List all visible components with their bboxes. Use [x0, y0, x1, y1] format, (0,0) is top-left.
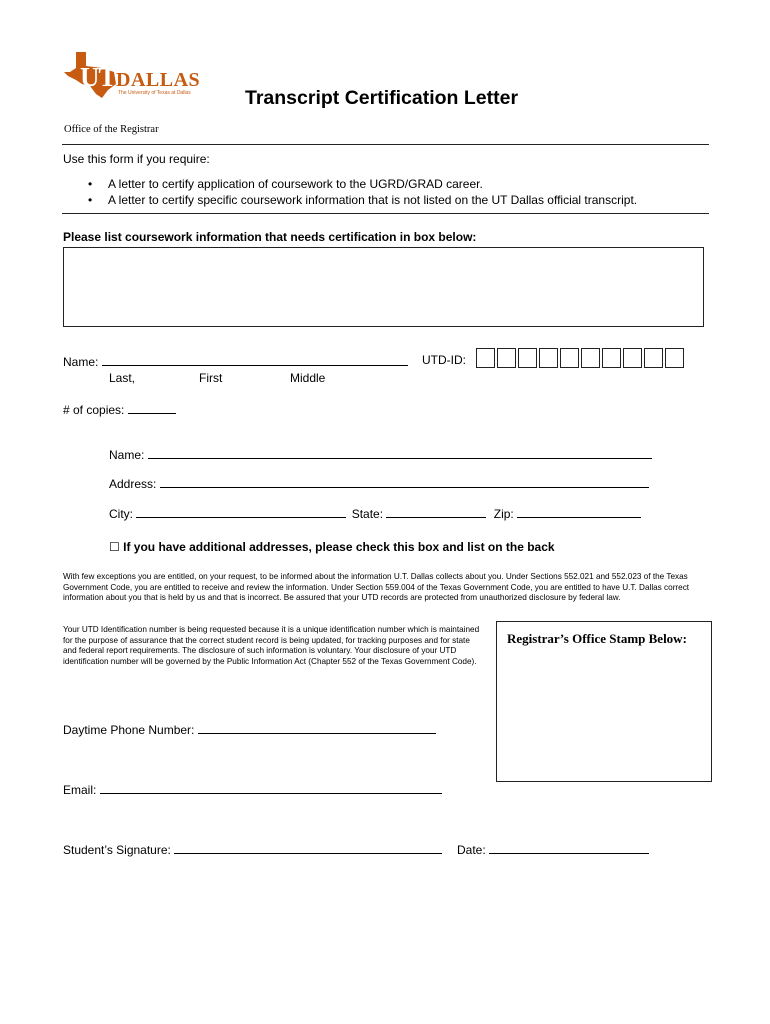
logo-dallas-text: DALLAS — [116, 69, 201, 91]
intro-lead: Use this form if you require: — [63, 152, 210, 166]
stamp-label: Registrar’s Office Stamp Below: — [507, 631, 687, 646]
utd-id-digit-box[interactable] — [644, 348, 663, 368]
bullet-icon: • — [88, 193, 93, 207]
utd-id-notice: Your UTD Identification number is being requested because it is a unique identification number which is maintained for the purpose of assurance that the correct student record is being updated, for tracking purposes and for state and federal report requirements. The disclosure of such information is voluntary. Your disclosure of your UTD identification number will be governed by the Public Information Act (Chapter 552 of the Texas Government Code). — [63, 625, 480, 667]
copies-label: # of copies: — [63, 403, 125, 417]
divider-middle — [62, 213, 709, 214]
state-field[interactable] — [386, 505, 486, 518]
logo-subtitle: The University of Texas at Dallas — [118, 90, 191, 96]
copies-row — [63, 401, 176, 417]
privacy-notice: With few exceptions you are entitled, on your request, to be informed about the information U.T. Dallas collects about you. Under Sections 552.021 and 552.023 of the Texas Government Code, you are entitled to receive and review the information. Under Section 559.004 of the Texas Government Code, you are entitled to have U.T. Dallas correct information about you that is held by us and that is incorrect. Be assured that your UTD records are protected from unauthorized disclosure by federal law. — [63, 572, 690, 603]
address-field[interactable] — [160, 475, 649, 488]
email-label: Email: — [63, 783, 97, 797]
utd-id-digit-box[interactable] — [560, 348, 579, 368]
phone-label: Daytime Phone Number: — [63, 723, 195, 737]
name-label: Name: — [63, 355, 99, 369]
utd-id-digit-box[interactable] — [518, 348, 537, 368]
city-field[interactable] — [136, 505, 346, 518]
list-item-text: A letter to certify specific coursework information that is not listed on the UT Dallas official transcript. — [108, 193, 638, 207]
name-field[interactable] — [102, 353, 408, 366]
utd-id-digit-box[interactable] — [602, 348, 621, 368]
utd-id-label: UTD-ID: — [422, 353, 466, 367]
page-title: Transcript Certification Letter — [245, 87, 519, 109]
date-field[interactable] — [489, 841, 649, 854]
mail-name-label: Name: — [109, 448, 145, 462]
mail-name-field[interactable] — [148, 446, 652, 459]
mail-name-row — [109, 446, 652, 462]
utd-id-digit-box[interactable] — [476, 348, 495, 368]
phone-field[interactable] — [198, 721, 436, 734]
address-label: Address: — [109, 477, 157, 491]
utd-id-digit-box[interactable] — [581, 348, 600, 368]
list-item-text: A letter to certify application of coursework to the UGRD/GRAD career. — [108, 177, 483, 191]
coursework-input-box[interactable] — [63, 247, 704, 327]
signature-row — [63, 841, 442, 857]
name-row — [63, 353, 408, 369]
date-row — [457, 841, 649, 857]
signature-field[interactable] — [174, 841, 442, 854]
utd-id-digit-box[interactable] — [497, 348, 516, 368]
copies-field[interactable] — [128, 401, 176, 414]
phone-row — [63, 721, 436, 737]
bullet-icon: • — [88, 177, 93, 191]
name-sub-first: First — [199, 371, 223, 385]
email-field[interactable] — [100, 781, 442, 794]
city-label: City: — [109, 507, 133, 521]
additional-addresses-row — [109, 540, 555, 554]
coursework-prompt: Please list coursework information that needs certification in box below: — [63, 230, 477, 244]
zip-label: Zip: — [493, 507, 514, 521]
utd-id-digit-box[interactable] — [665, 348, 684, 368]
divider-top — [62, 144, 709, 145]
city-row — [109, 505, 641, 521]
utd-id-digit-box[interactable] — [623, 348, 642, 368]
zip-field[interactable] — [517, 505, 641, 518]
requirements-list — [62, 176, 712, 208]
utd-id-digit-box[interactable] — [539, 348, 558, 368]
list-item — [62, 192, 712, 208]
address-row — [109, 475, 649, 491]
office-label: Office of the Registrar — [64, 124, 159, 135]
name-sub-last: Last, — [109, 371, 136, 385]
utd-logo — [62, 50, 212, 100]
utd-id-field[interactable] — [476, 348, 686, 368]
date-label: Date: — [457, 843, 486, 857]
email-row — [63, 781, 442, 797]
logo-ut-text: UT — [80, 62, 116, 92]
additional-addresses-checkbox[interactable]: ☐ — [109, 540, 120, 554]
registrar-stamp-box — [496, 621, 712, 782]
name-sub-middle: Middle — [290, 371, 326, 385]
signature-label: Student’s Signature: — [63, 843, 171, 857]
list-item — [62, 176, 712, 192]
additional-addresses-label: If you have additional addresses, please check this box and list on the back — [123, 540, 555, 554]
state-label: State: — [351, 507, 384, 521]
